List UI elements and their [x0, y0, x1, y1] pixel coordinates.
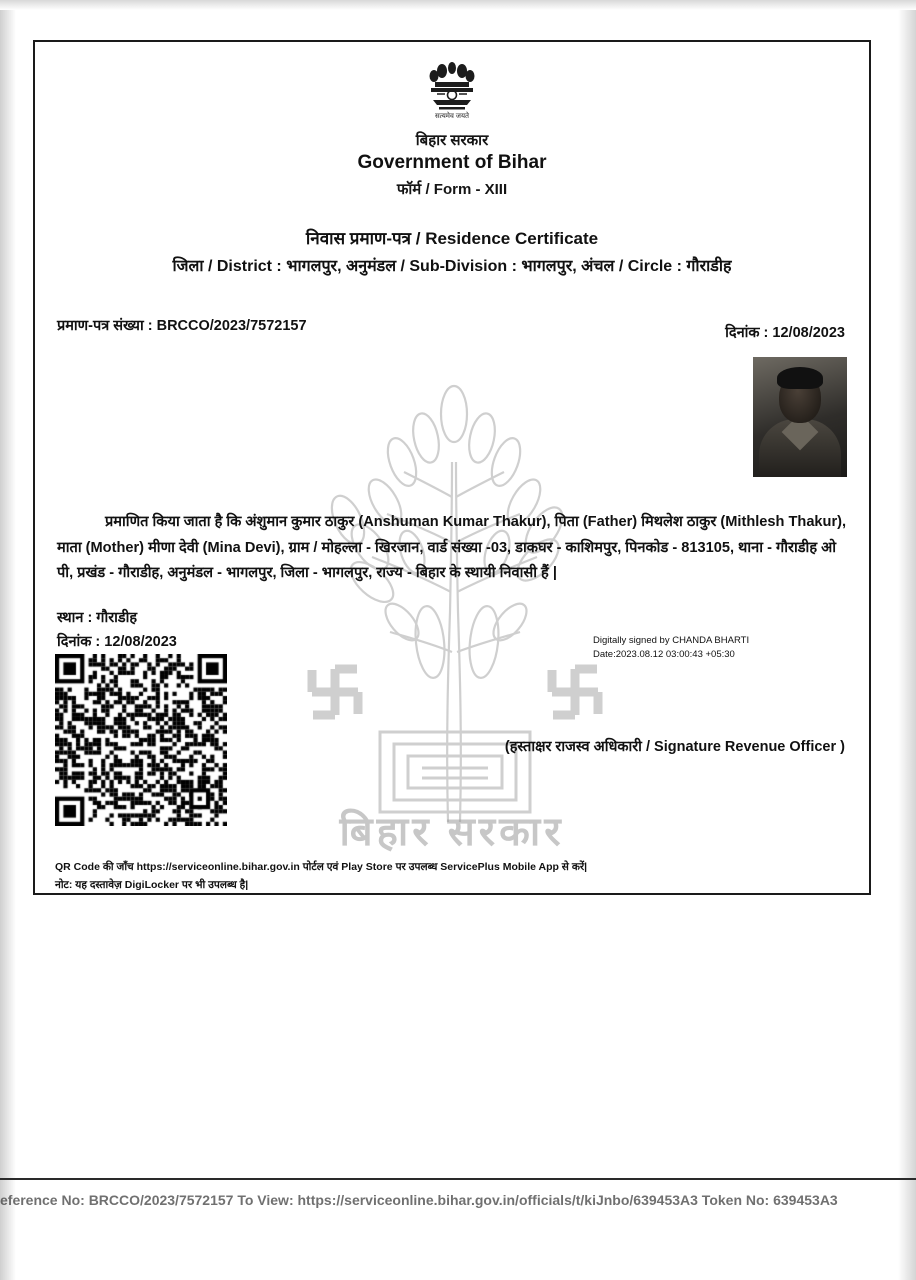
digital-signature-line2: Date:2023.08.12 03:00:43 +05:30	[593, 648, 735, 660]
qr-code[interactable]	[55, 654, 227, 826]
certificate-border	[33, 40, 871, 895]
digilocker-note: नोट: यह दस्तावेज़ DigiLocker पर भी उपलब्ध है|	[55, 879, 249, 891]
certificate-body-text	[57, 510, 849, 587]
scan-edge-top	[0, 0, 916, 10]
certificate-title: निवास प्रमाण-पत्र / Residence Certificate	[305, 229, 599, 248]
digital-signature-block	[593, 634, 843, 662]
certificate-body-content: प्रमाणित किया जाता है कि अंशुमान कुमार ठाकुर (Anshuman Kumar Thakur), पिता (Father) मिथलेश ठाकुर (Mithlesh Thakur), माता (Mother) मीणा देवी (Mina Devi), ग्राम / मोहल्ला - खिरजान, वार्ड संख्या -03, डाकघर - काशिमपुर, पिनकोड - 813105, थाना - गौराडीह ओ पी, प्रखंड - गौराडीह, अनुमंडल - भागलपुर, जिला - भागलपुर, राज्य - बिहार के स्थायी निवासी हैं |	[57, 514, 847, 582]
applicant-photo	[753, 357, 847, 477]
certificate-number	[57, 315, 307, 335]
qr-verification-note: QR Code की जाँच https://serviceonline.bihar.gov.in पोर्टल एवं Play Store पर उपलब्ध ServicePlus Mobile App से करें|	[55, 861, 588, 873]
certificate-date-label: दिनांक :	[725, 325, 769, 341]
government-name-english: Government of Bihar	[357, 152, 547, 173]
certificate-date-value: 12/08/2023	[772, 325, 845, 341]
certificate-date	[725, 322, 845, 342]
signature-caption: (हस्ताक्षर राजस्व अधिकारी / Signature Revenue Officer )	[504, 739, 845, 755]
certificate-number-label: प्रमाण-पत्र संख्या :	[57, 318, 153, 334]
scan-edge-left	[0, 0, 16, 1280]
district-subdivision-circle-line: जिला / District : भागलपुर, अनुमंडल / Sub-Division : भागलपुर, अंचल / Circle : गौराडीह	[172, 258, 732, 275]
scan-edge-right	[898, 0, 916, 1280]
form-label: फॉर्म / Form - XIII	[396, 181, 508, 198]
certificate-number-value: BRCCO/2023/7572157	[156, 318, 307, 334]
issue-date-line: दिनांक : 12/08/2023	[57, 634, 177, 650]
government-name-hindi: बिहार सरकार	[415, 132, 489, 149]
digital-signature-line1: Digitally signed by CHANDA BHARTI	[593, 635, 750, 646]
svg-text:सत्यमेव जयते: सत्यमेव जयते	[434, 113, 470, 120]
state-emblem-icon	[35, 56, 869, 126]
place-line: स्थान : गौराडीह	[57, 610, 138, 626]
watermark-text: बिहार सरकार	[339, 810, 565, 854]
footer-divider	[0, 1178, 916, 1180]
reference-footer: eference No: BRCCO/2023/7572157 To View: https://serviceonline.bihar.gov.in/officials/t/kiJnbo/639453A3 Token No: 639453A3	[0, 1192, 838, 1208]
